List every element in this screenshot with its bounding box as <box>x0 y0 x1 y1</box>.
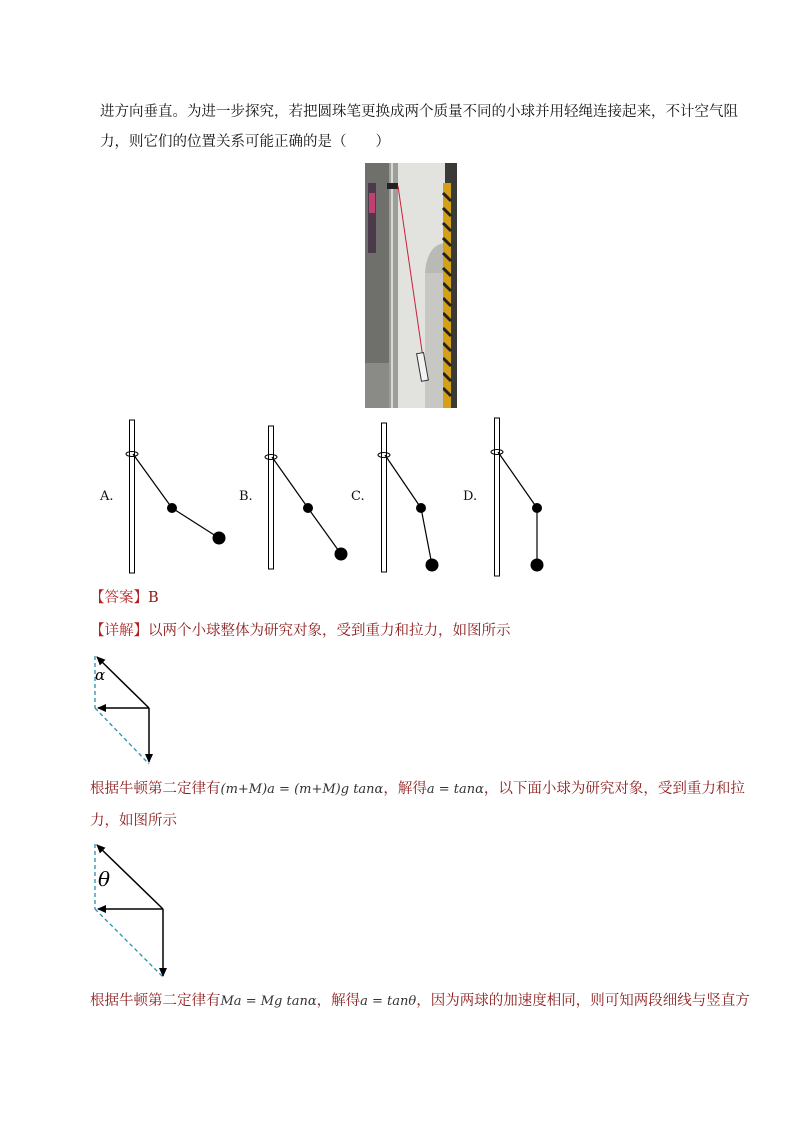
explanation-line-4-suffix: ，因为两球的加速度相同，则可知两段细线与竖直方 <box>416 993 750 1009</box>
option-c-diagram <box>378 423 439 572</box>
subway-photo-drawing <box>365 163 457 408</box>
equation-2: a = tanα <box>426 782 484 797</box>
explanation-line-4 <box>90 991 750 1012</box>
explanation-line-4-mid: ，解得 <box>316 993 361 1009</box>
subway-photo <box>365 163 457 408</box>
answer-tag: 【答案】 <box>90 590 148 606</box>
explanation-text-1: 以两个小球整体为研究对象，受到重力和拉力，如图所示 <box>148 623 511 639</box>
option-a-label: A. <box>100 489 114 504</box>
equation-3: Ma = Mg tanα <box>220 994 317 1009</box>
question-line-1: 进方向垂直。为进一步探究，若把圆珠笔更换成两个质量不同的小球并用轻绳连接起来，不计空气阻 <box>100 104 738 120</box>
explanation-line-3: 力，如图所示 <box>90 813 177 829</box>
explanation-line-1 <box>90 621 511 641</box>
equation-4: a = tanθ <box>360 994 417 1009</box>
explanation-line-2 <box>90 779 745 800</box>
explanation-tag: 【详解】 <box>90 623 148 639</box>
force-diagram-theta <box>85 838 175 983</box>
hazard-stripe <box>443 183 451 408</box>
explanation-line-2-mid: ，解得 <box>383 781 427 797</box>
equation-1: (m+M)a = (m+M)g tanα <box>220 782 384 797</box>
option-diagrams <box>0 410 794 610</box>
option-b-diagram <box>265 426 348 569</box>
option-d-diagram <box>491 418 544 576</box>
option-c-label: C. <box>351 489 365 504</box>
option-b-label: B. <box>239 489 253 504</box>
alpha-label: α <box>95 666 106 684</box>
answer-value: B <box>148 590 159 606</box>
option-a-diagram <box>126 420 226 573</box>
option-d-label: D. <box>463 489 478 504</box>
question-line-2: 力，则它们的位置关系可能正确的是（ ） <box>100 134 390 150</box>
explanation-line-2-suffix: ，以下面小球为研究对象，受到重力和拉 <box>483 781 745 797</box>
force-diagram-alpha <box>85 648 165 778</box>
explanation-line-4-prefix: 根据牛顿第二定律有 <box>90 993 221 1009</box>
theta-label: θ <box>98 867 111 891</box>
explanation-line-2-prefix: 根据牛顿第二定律有 <box>90 781 221 797</box>
answer-line <box>90 588 159 608</box>
